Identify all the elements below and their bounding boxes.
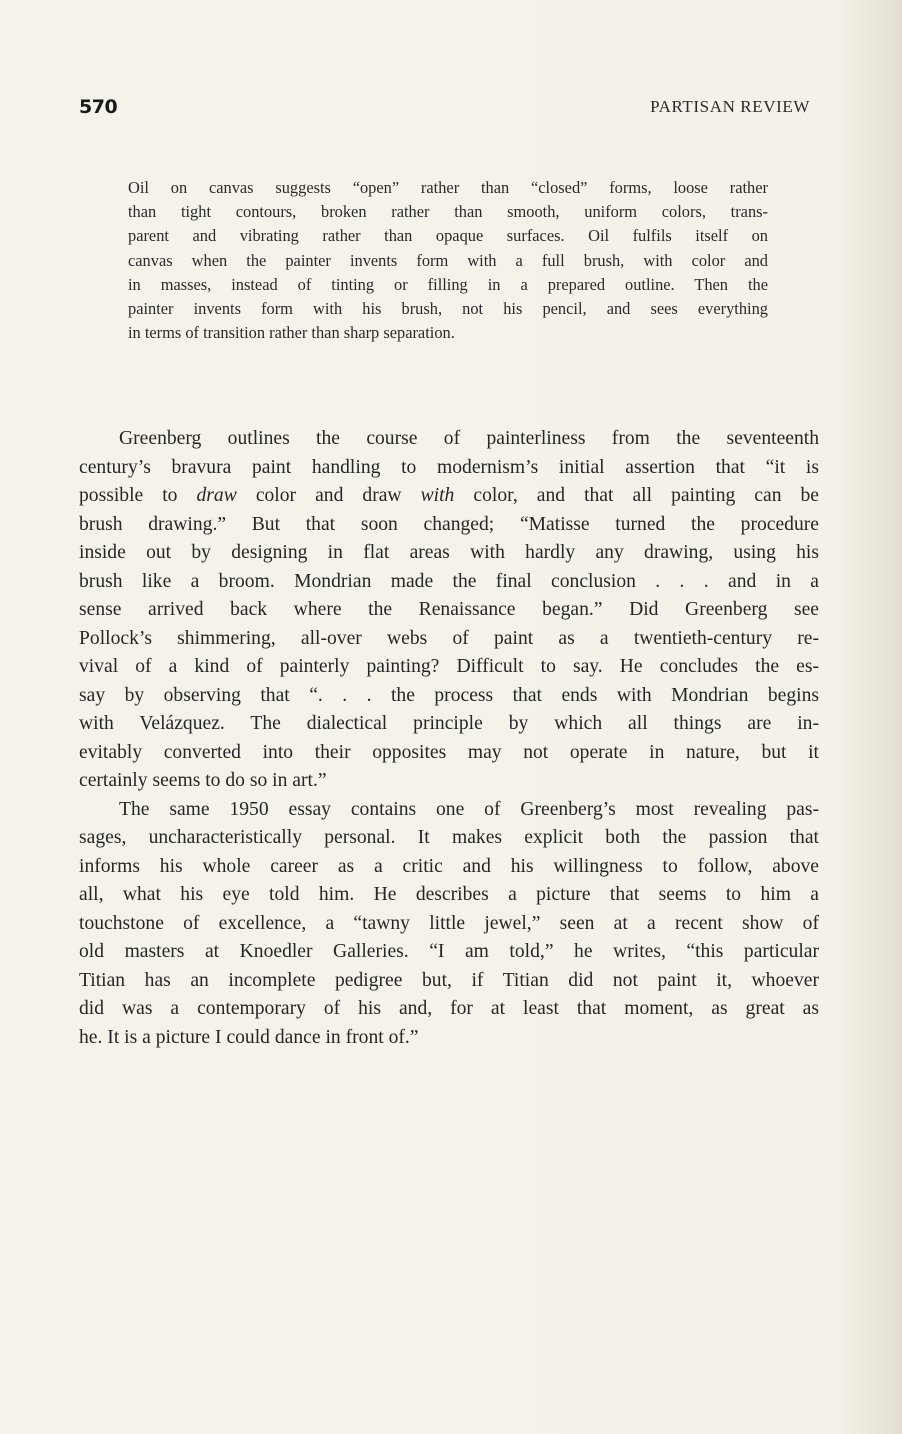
paragraph-line: brush like a broom. Mondrian made the final conclusion . . . and in a <box>79 570 819 592</box>
italic-word-with: with <box>420 485 455 506</box>
paragraph-1 <box>79 425 819 796</box>
paragraph-line: Pollock’s shimmering, all-over webs of paint as a twentieth-century re- <box>79 627 819 649</box>
paragraph-line: with Velázquez. The dialectical principle by which all things are in- <box>79 713 819 734</box>
running-head: PARTISAN REVIEW <box>650 97 810 116</box>
paragraph-line: say by observing that “. . . the process that ends with Mondrian begins <box>79 684 819 706</box>
quote-line: canvas when the painter invents form with a full brush, with color and <box>128 250 768 270</box>
quote-line: painter invents form with his brush, not his pencil, and sees everything <box>128 299 768 319</box>
paragraph-line: brush drawing.” But that soon changed; “Matisse turned the procedure <box>79 513 819 535</box>
paragraph-line <box>79 482 819 511</box>
paragraph-line: evitably converted into their opposites may not operate in nature, but it <box>79 741 819 763</box>
text-run: color and draw <box>236 485 421 506</box>
quote-line: Oil on canvas suggests “open” rather than “closed” forms, loose rather <box>128 178 768 197</box>
paragraph-line: Titian has an incomplete pedigree but, if Titian did not paint it, whoever <box>79 969 819 991</box>
italic-word-draw: draw <box>196 485 237 506</box>
paragraph-line: Greenberg outlines the course of painterliness from the seventeenth <box>119 428 819 449</box>
paragraph-line: century’s bravura paint handling to modernism’s initial assertion that “it is <box>79 456 819 478</box>
paragraph-line: old masters at Knoedler Galleries. “I am told,” he writes, “this particular <box>79 941 819 962</box>
quote-line: than tight contours, broken rather than smooth, uniform colors, trans- <box>128 202 768 222</box>
paragraph-line: sense arrived back where the Renaissance began.” Did Greenberg see <box>79 599 819 620</box>
paragraph-line: The same 1950 essay contains one of Greenberg’s most revealing pas- <box>119 798 819 820</box>
paragraph-line: certainly seems to do so in art.” <box>79 770 327 791</box>
paragraph-2 <box>79 796 819 1053</box>
paragraph-line: informs his whole career as a critic and his willingness to follow, above <box>79 855 819 877</box>
body-text <box>79 425 819 1052</box>
quote-line: in masses, instead of tinting or filling in a prepared outline. Then the <box>128 274 768 294</box>
page-number: 570 <box>79 96 118 118</box>
text-run: possible to <box>79 485 197 506</box>
paragraph-line: inside out by designing in flat areas with hardly any drawing, using his <box>79 542 819 563</box>
paragraph-line: vival of a kind of painterly painting? Difficult to say. He concludes the es- <box>79 656 819 677</box>
block-quote <box>128 176 768 345</box>
paragraph-line: sages, uncharacteristically personal. It makes explicit both the passion that <box>79 827 819 848</box>
quote-line: parent and vibrating rather than opaque surfaces. Oil fulfils itself on <box>128 226 768 246</box>
paragraph-line: touchstone of excellence, a “tawny little jewel,” seen at a recent show of <box>79 912 819 934</box>
text-run: color, and that all painting can be <box>454 485 819 506</box>
paragraph-line: all, what his eye told him. He describes a picture that seems to him a <box>79 884 819 905</box>
paragraph-line: did was a contemporary of his and, for at least that moment, as great as <box>79 998 819 1019</box>
paragraph-line: he. It is a picture I could dance in front of.” <box>79 1026 419 1048</box>
quote-line: in terms of transition rather than sharp separation. <box>128 323 455 343</box>
